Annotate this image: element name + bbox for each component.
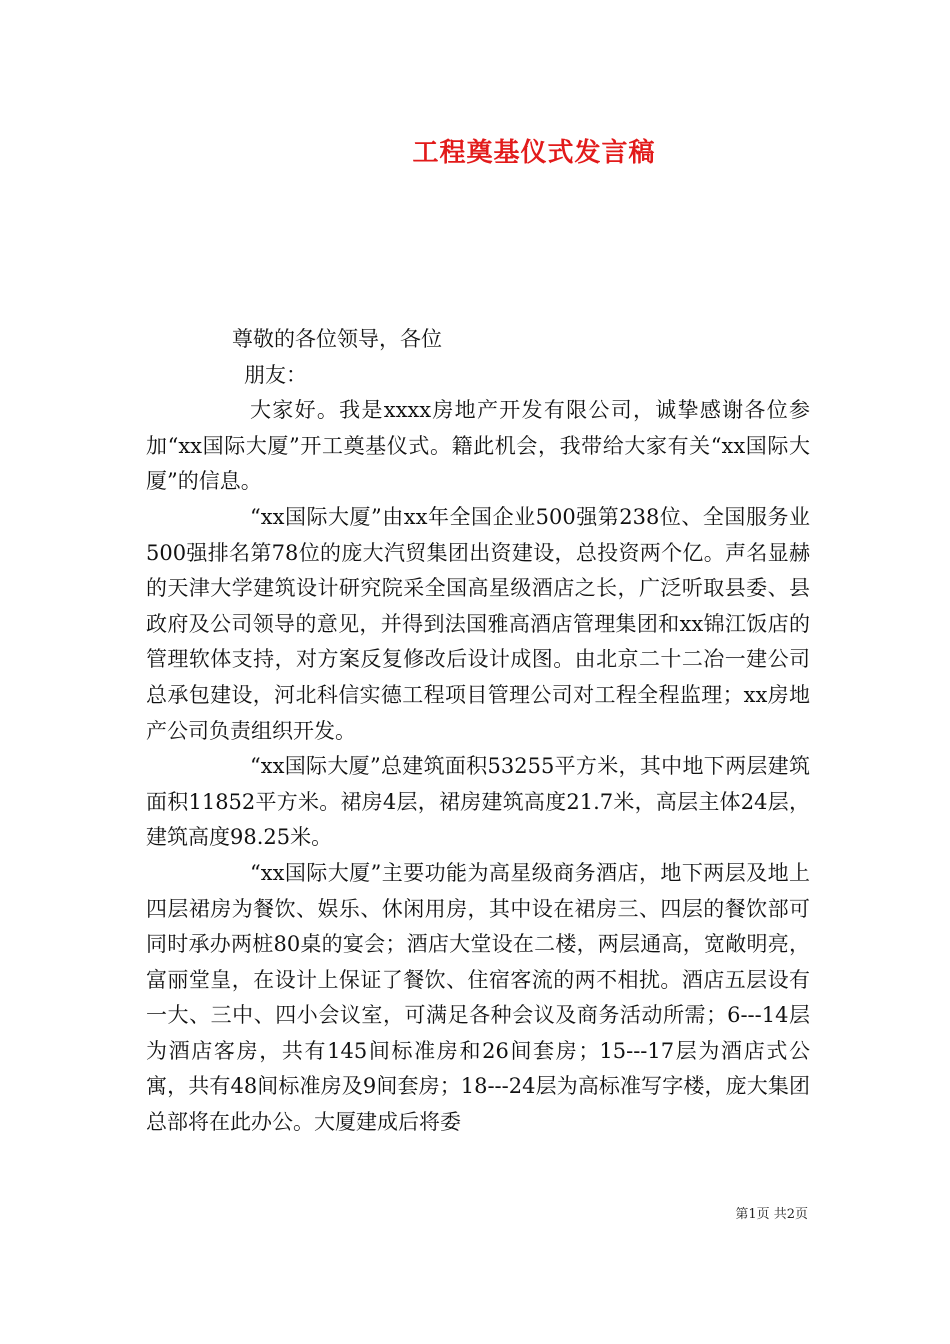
paragraph-area: “xx国际大厦”总建筑面积53255平方米，其中地下两层建筑面积11852平方米。裙房4层，裙房建筑高度21.7米，高层主体24层，建筑高度98.25米。 [146, 754, 810, 850]
salutation-line-1: 尊敬的各位领导，各位 [232, 327, 442, 351]
paragraph-greeting: 大家好。我是xxxx房地产开发有限公司，诚挚感谢各位参加“xx国际大厦”开工奠基仪式。籍此机会，我带给大家有关“xx国际大厦”的信息。 [146, 398, 810, 494]
document-body [146, 322, 810, 1141]
paragraph-functions: “xx国际大厦”主要功能为高星级商务酒店，地下两层及地上四层裙房为餐饮、娱乐、休闲用房，其中设在裙房三、四层的餐饮部可同时承办两桩80桌的宴会；酒店大堂设在二楼，两层通高，宽敞明亮，富丽堂皇，在设计上保证了餐饮、住宿客流的两不相扰。酒店五层设有一大、三中、四小会议室，可满足各种会议及商务活动所需；6---14层为酒店客房，共有145间标准房和26间套房；15---17层为酒店式公寓，共有48间标准房及9间套房；18---24层为高标准写字楼，庞大集团总部将在此办公。大厦建成后将委 [146, 860, 810, 1135]
document-title: 工程奠基仪式发言稿 [412, 138, 656, 168]
paragraph-investment: “xx国际大厦”由xx年全国企业500强第238位、全国服务业500强排名第78位的庞大汽贸集团出资建设，总投资两个亿。声名显赫的天津大学建筑设计研究院采全国高星级酒店之长，广泛听取县委、县政府及公司领导的意见，并得到法国雅高酒店管理集团和xx锦江饭店的管理软体支持，对方案反复修改后设计成图。由北京二十二冶一建公司总承包建设，河北科信实德工程项目管理公司对工程全程监理；xx房地产公司负责组织开发。 [146, 504, 810, 743]
page-number-footer: 第1页 共2页 [735, 1207, 808, 1222]
salutation-line-2: 朋友： [244, 362, 307, 387]
